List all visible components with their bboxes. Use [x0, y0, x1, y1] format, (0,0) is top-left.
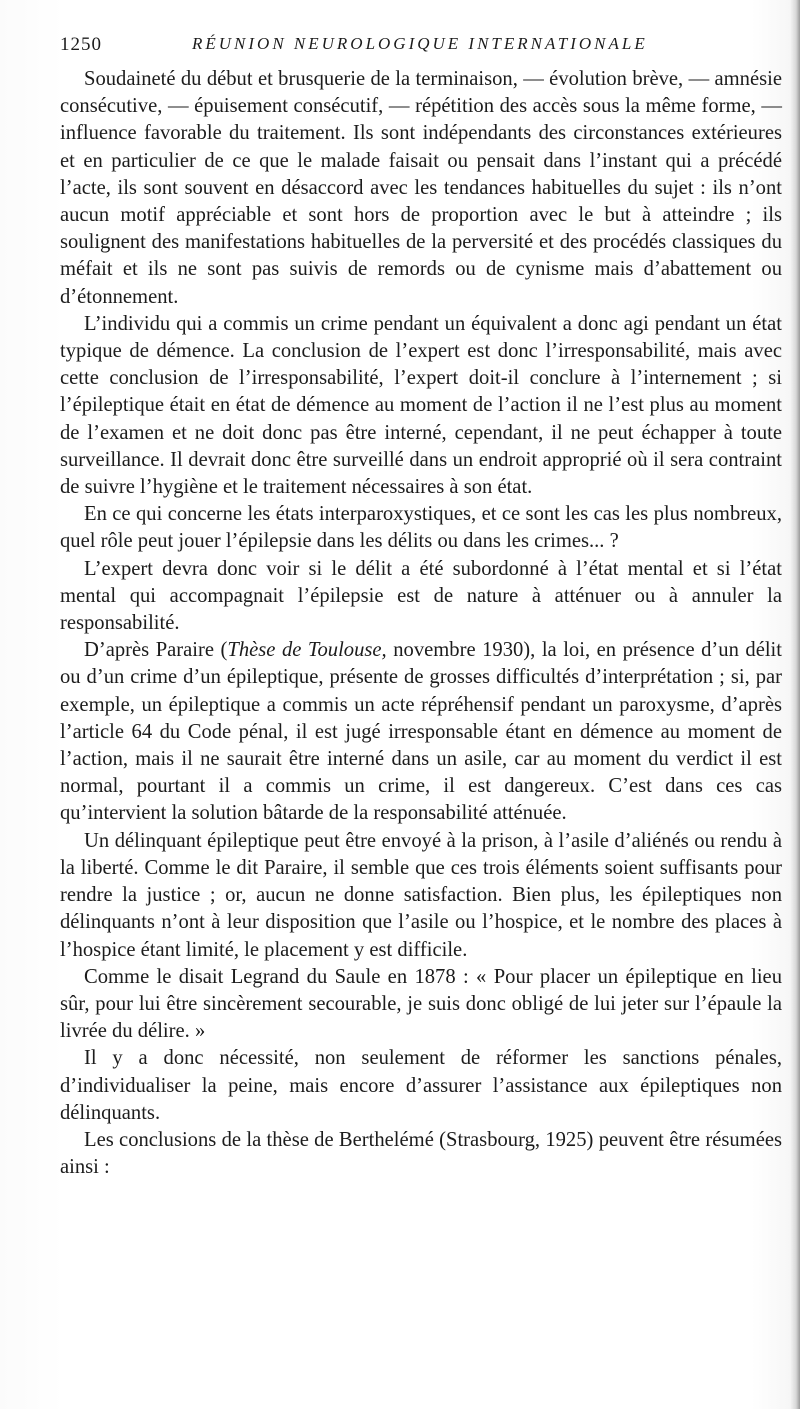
running-head: RÉUNION NEUROLOGIQUE INTERNATIONALE [192, 34, 648, 53]
page-edge-shadow [790, 0, 800, 1409]
paragraph: L’expert devra donc voir si le délit a été subordonné à l’état mental et si l’état mental qui accompagnait l’épilepsie est de nature à atténuer ou à annuler la responsabilité. [60, 557, 782, 635]
paragraph: Comme le disait Legrand du Saule en 1878 : « Pour placer un épileptique en lieu sûr, pour lui être sincèrement secourable, je suis donc obligé de lui jeter sur l’épaule la livrée du délire. » [60, 965, 782, 1043]
paragraph-text: novembre 1930), la loi, en présence d’un délit ou d’un crime d’un épileptique, présente de grosses difficultés d’interprétation ; si, par exemple, un épileptique a commis un acte répréhensif pendant un paroxysme, d’après l’article 64 du Code pénal, il est jugé irresponsable étant en démence au moment de l’action, mais il ne saurait être interné dans un asile, car au moment du verdict il est normal, pourtant il a commis un crime, il est dangereux. C’est dans ces cas qu’intervient la solution bâtarde de la responsabilité atténuée. [60, 639, 783, 825]
paragraph: Il y a donc nécessité, non seulement de réformer les sanctions pénales, d’individualiser la peine, mais encore d’assurer l’assistance aux épileptiques non délinquants. [60, 1047, 782, 1124]
paragraph: L’individu qui a commis un crime pendant un équivalent a donc agi pendant un état typique de démence. La conclusion de l’expert est donc l’irresponsabilité, mais avec cette conclusion de l’irresponsabilité, l’expert doit-il conclure à l’internement ; si l’épileptique était en état de démence au moment de l’action il ne l’est plus au moment de l’examen et ne doit donc pas être interné, cependant, il ne peut échapper à toute surveillance. Il devrait donc être surveillé dans un endroit approprié où il sera contraint de suivre l’hygiène et le traitement nécessaires à son état. [60, 312, 782, 499]
thesis-title: Thèse de Toulouse, [227, 639, 387, 662]
paragraph: En ce qui concerne les états interparoxystiques, et ce sont les cas les plus nombreux, quel rôle peut jouer l’épilepsie dans les délits ou dans les crimes... ? [60, 503, 782, 553]
body-text [60, 66, 782, 1181]
page-header [60, 28, 780, 62]
paragraph: Un délinquant épileptique peut être envoyé à la prison, à l’asile d’aliénés ou rendu à la liberté. Comme le dit Paraire, il semble que ces trois éléments soient suffisants pour rendre la justice ; or, aucun ne donne satisfaction. Bien plus, les épileptiques non délinquants n’ont à leur disposition que l’asile ou l’hospice, et le nombre des places à l’hospice étant limité, le placement y est difficile. [60, 829, 782, 961]
page-number: 1250 [60, 34, 102, 55]
paragraph [60, 637, 782, 827]
paragraph-text: D’après Paraire ( [84, 639, 228, 662]
paragraph: Soudaineté du début et brusquerie de la terminaison, — évolution brève, — amnésie consécutive, — épuisement consécutif, — répétition des accès sous la même forme, — influence favorable du traitement. Ils sont indépendants des circonstances extérieures et en particulier de ce que le malade faisait ou pensait dans l’instant qui a précédé l’acte, ils sont souvent en désaccord avec les tendances habituelles du sujet : ils n’ont aucun motif appréciable et sont hors de proportion avec le but à atteindre ; ils soulignent des manifestations habituelles de la perversité et des procédés classiques du méfait et ils ne sont pas suivis de remords ou de cynisme mais d’abattement ou d’étonnement. [60, 68, 782, 308]
paragraph: Les conclusions de la thèse de Berthelémé (Strasbourg, 1925) peuvent être résumées ainsi : [60, 1128, 782, 1179]
